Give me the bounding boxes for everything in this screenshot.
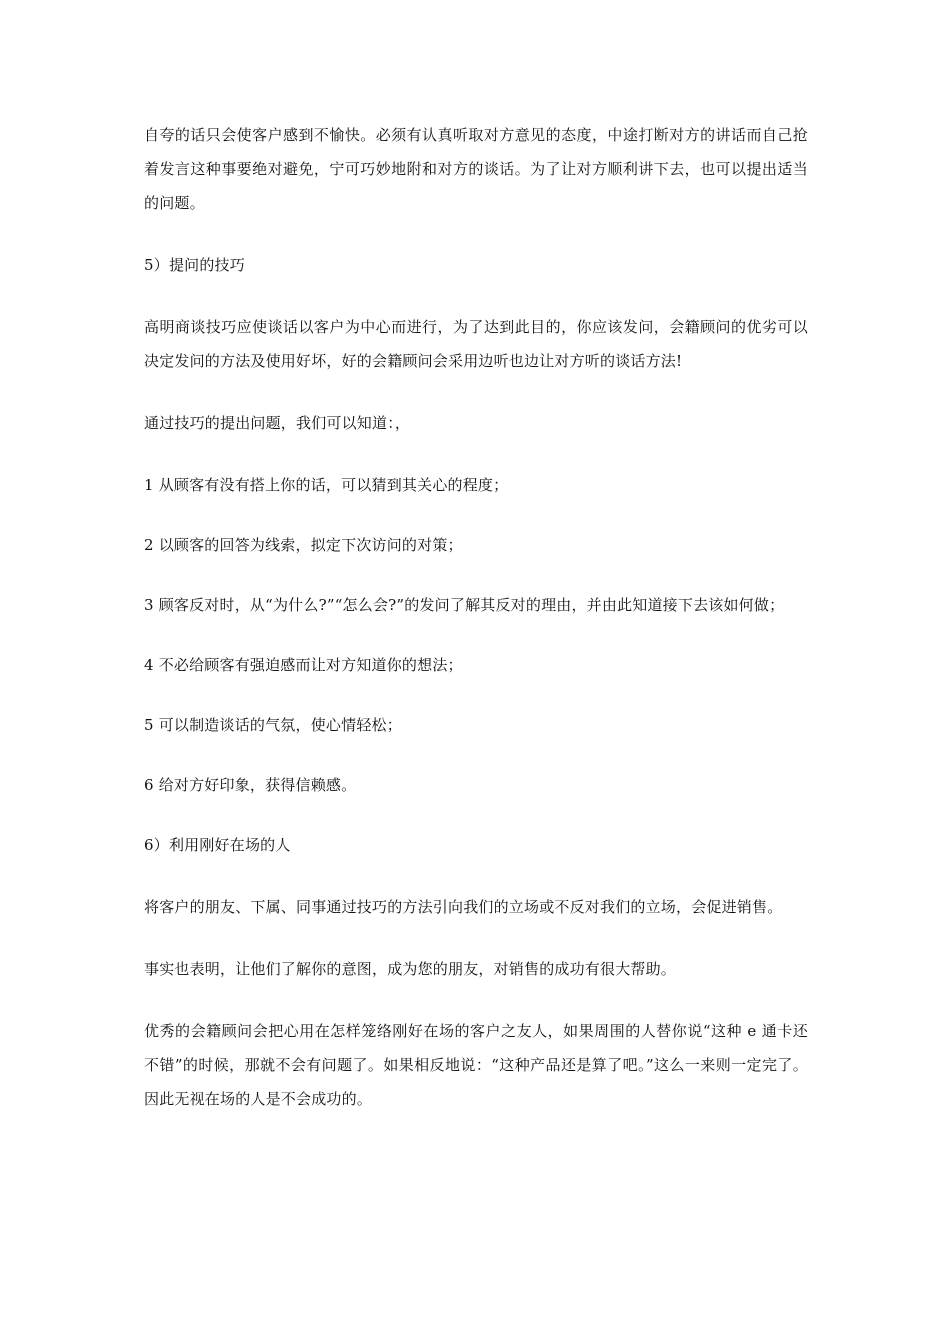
document-body: [144, 118, 808, 1144]
list-item-6: 6 给对方好印象，获得信赖感。: [144, 776, 357, 794]
section-heading-bystanders: 6）利用刚好在场的人: [144, 836, 291, 854]
paragraph-facts: 事实也表明，让他们了解你的意图，成为您的朋友，对销售的成功有很大帮助。: [144, 960, 677, 978]
paragraph-list-intro: 通过技巧的提出问题，我们可以知道：，: [144, 414, 411, 432]
list-item-5: 5 可以制造谈话的气氛，使心情轻松；: [144, 716, 402, 734]
section-heading-questioning: 5）提问的技巧: [144, 256, 245, 274]
paragraph-conclusion: 优秀的会籍顾问会把心用在怎样笼络刚好在场的客户之友人，如果周围的人替你说“这种 e 通卡还不错”的时候，那就不会有问题了。如果相反地说：“这种产品还是算了吧。”这么一来则一定完了。因此无视在场的人是不会成功的。: [144, 1022, 808, 1108]
list-item-1: 1 从顾客有没有搭上你的话，可以猜到其关心的程度；: [144, 476, 509, 494]
paragraph-questioning: 高明商谈技巧应使谈话以客户为中心而进行，为了达到此目的，你应该发问，会籍顾问的优劣可以决定发问的方法及使用好坏，好的会籍顾问会采用边听也边让对方听的谈话方法!: [144, 318, 808, 370]
list-item-4: 4 不必给顾客有强迫感而让对方知道你的想法；: [144, 656, 463, 674]
paragraph-intro: 自夸的话只会使客户感到不愉快。必须有认真听取对方意见的态度，中途打断对方的讲话而自己抢着发言这种事要绝对避免，宁可巧妙地附和对方的谈话。为了让对方顺利讲下去，也可以提出适当的问题。: [144, 126, 808, 212]
list-item-2: 2 以顾客的回答为线索，拟定下次访问的对策；: [144, 536, 463, 554]
list-item-3: 3 顾客反对时，从“为什么?”“怎么会?”的发问了解其反对的理由，并由此知道接下去该如何做；: [144, 596, 785, 614]
paragraph-bystanders: 将客户的朋友、下属、同事通过技巧的方法引向我们的立场或不反对我们的立场，会促进销售。: [144, 898, 783, 916]
